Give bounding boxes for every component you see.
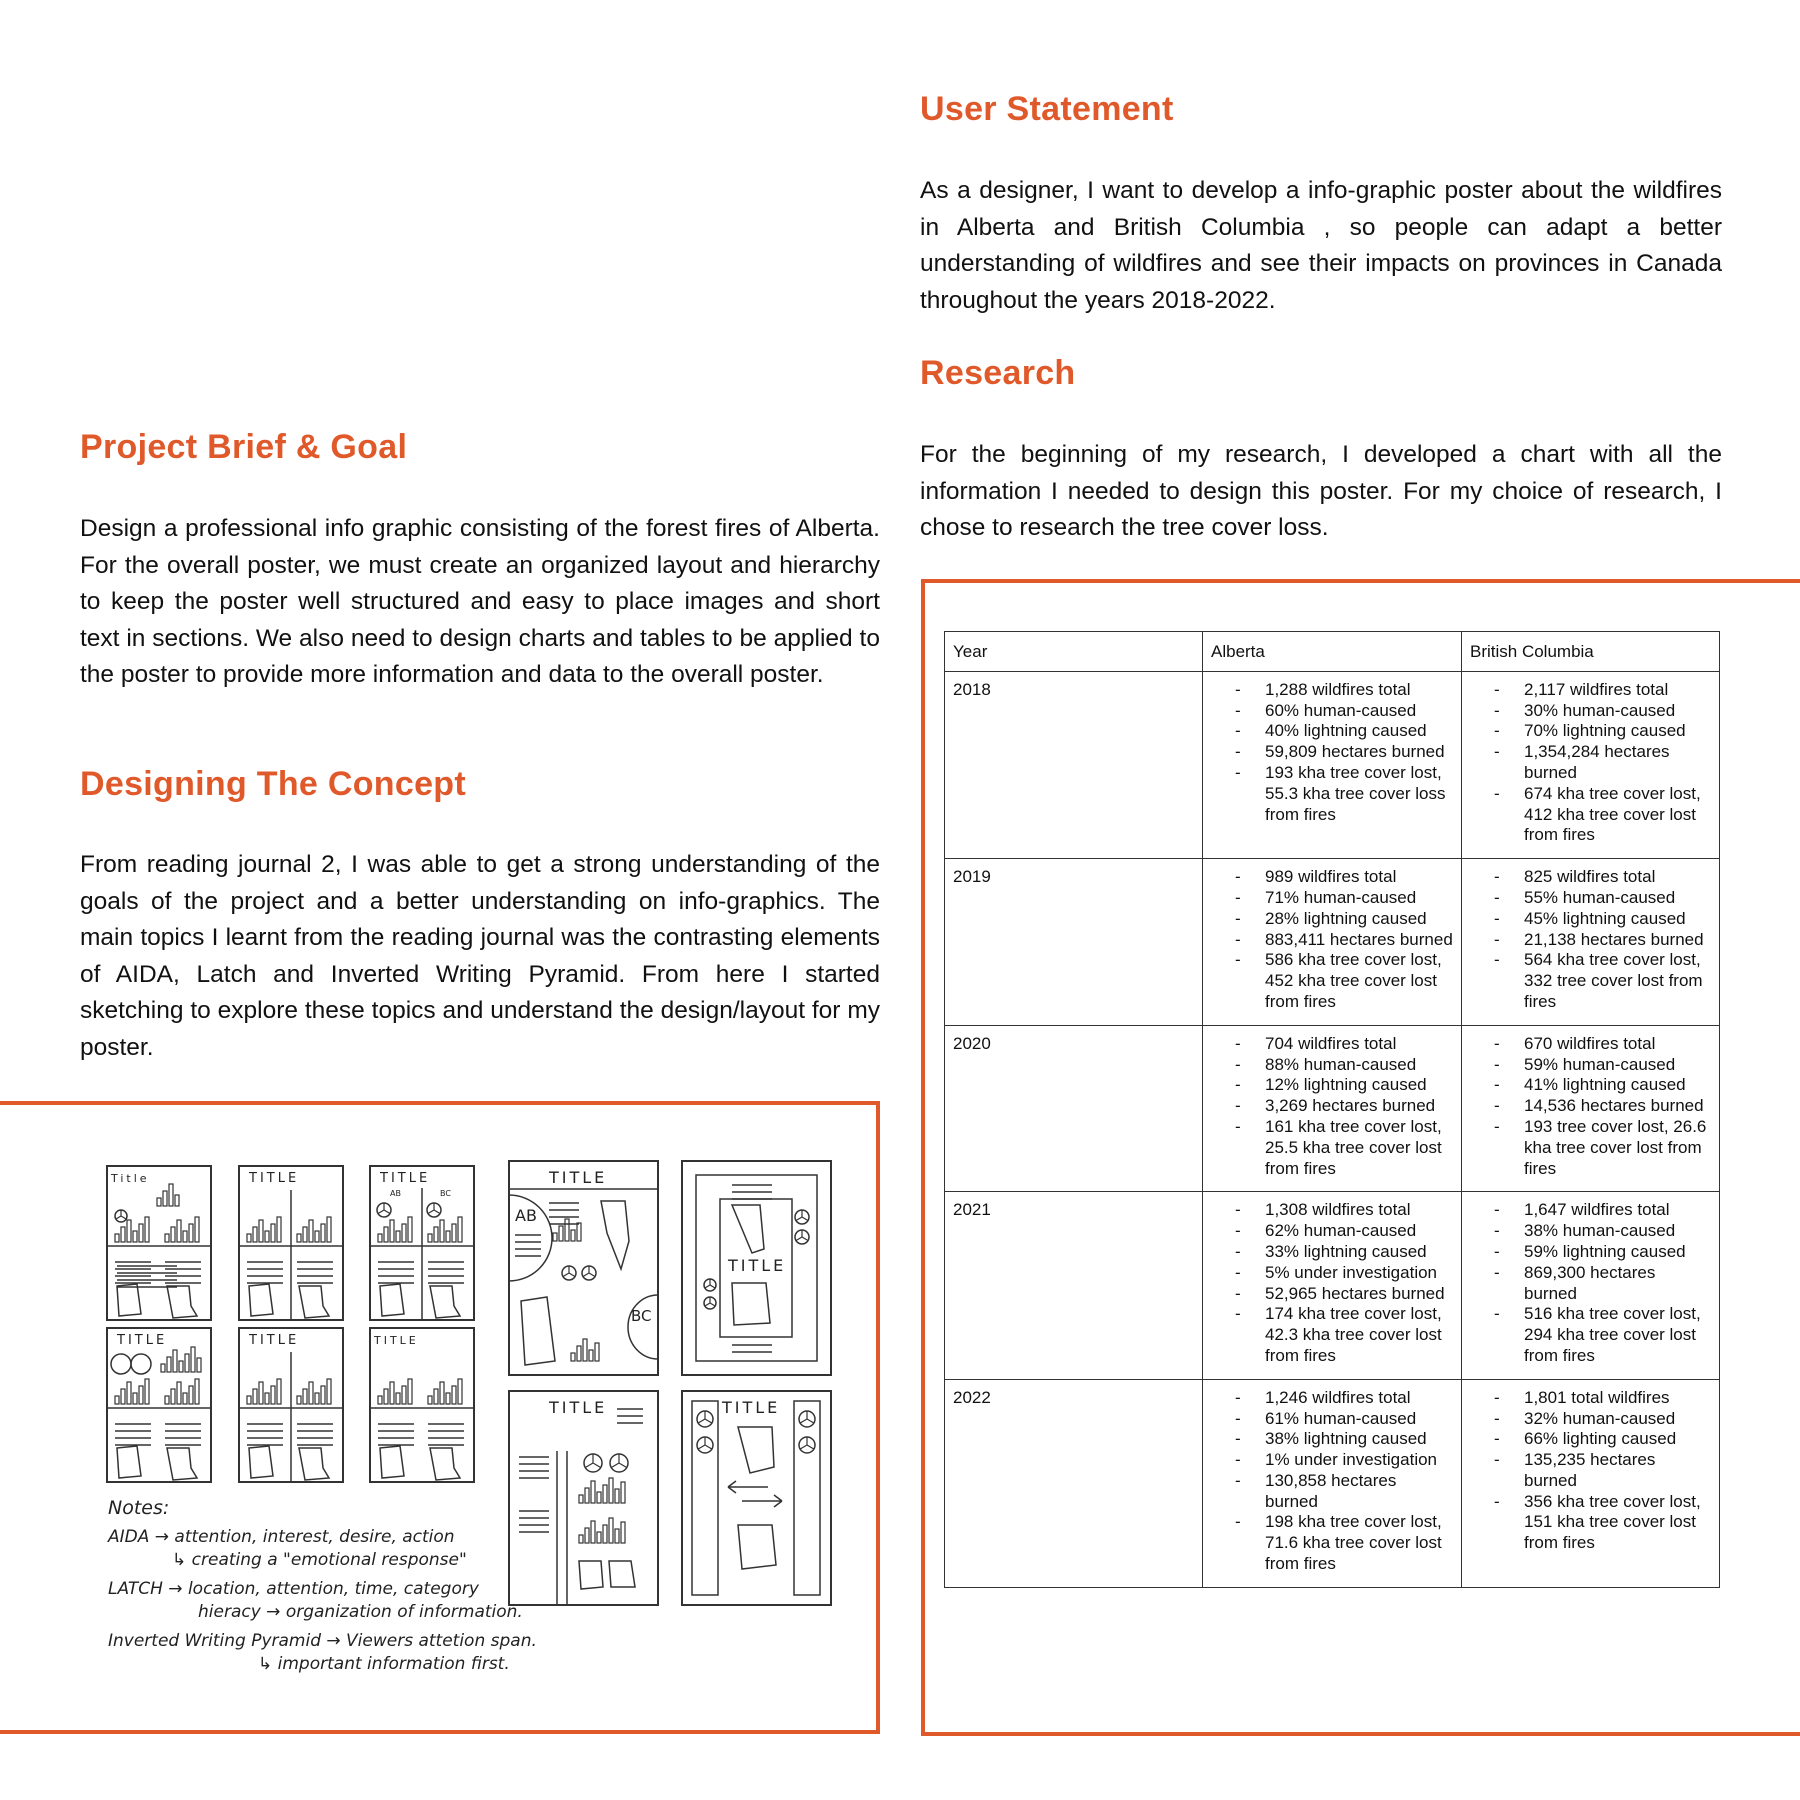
dash-bullet: - xyxy=(1235,867,1241,887)
stat-text: 825 wildfires total xyxy=(1524,867,1656,887)
bar-sketch xyxy=(440,1220,444,1242)
bar-sketch xyxy=(309,1382,313,1404)
bar-sketch xyxy=(183,1231,187,1242)
dash-bullet: - xyxy=(1235,929,1241,949)
region-circle-sketch xyxy=(628,1295,658,1359)
notes-title: Notes: xyxy=(108,1497,170,1519)
bar-sketch xyxy=(553,1233,557,1241)
dash-bullet: - xyxy=(1494,1033,1500,1053)
bar-sketch xyxy=(177,1382,181,1404)
dash-bullet: - xyxy=(1235,700,1241,720)
bar-sketch xyxy=(277,1379,281,1404)
bar-sketch xyxy=(157,1198,161,1206)
dash-bullet: - xyxy=(1494,867,1500,887)
stat-text: 516 kha tree cover lost, 294 kha tree cover lost from fires xyxy=(1524,1304,1701,1365)
stat-text: 59% lightning caused xyxy=(1524,1241,1686,1261)
province-map-sketch xyxy=(117,1284,141,1316)
stat-text: 869,300 hectares burned xyxy=(1524,1262,1656,1303)
header-bc: British Columbia xyxy=(1462,632,1720,672)
dash-bullet: - xyxy=(1494,783,1500,803)
bar-sketch xyxy=(565,1219,569,1241)
bar-sketch xyxy=(271,1224,275,1242)
bar-sketch xyxy=(253,1227,257,1242)
bar-sketch xyxy=(384,1227,388,1242)
sketch-title: TITLE xyxy=(380,1171,431,1186)
dash-bullet: - xyxy=(1235,679,1241,699)
bar-sketch xyxy=(408,1217,412,1242)
bar-sketch xyxy=(259,1220,263,1242)
bar-sketch xyxy=(133,1231,137,1242)
stat-text: 1,354,284 hectares burned xyxy=(1524,742,1670,782)
province-map-sketch xyxy=(430,1286,460,1318)
stat-text: 704 wildfires total xyxy=(1265,1033,1397,1053)
circle-sketch xyxy=(131,1354,151,1374)
dash-bullet: - xyxy=(1235,1241,1241,1261)
bar-sketch xyxy=(621,1522,625,1543)
stat-text: 60% human-caused xyxy=(1265,700,1417,720)
dash-bullet: - xyxy=(1235,1116,1241,1136)
concept-body: From reading journal 2, I was able to get a strong understanding of the goals of the project and a better understanding on info-graphics. The main topics I learnt from the reading journal was the contrasting elements of AIDA, Latch and Inverted Writing Pyramid. From here I started sketching to explore these topics and understand the design/layout for my poster. xyxy=(80,851,880,1061)
sketch-title: Title xyxy=(111,1172,150,1185)
stat-text: 1,647 wildfires total xyxy=(1524,1200,1670,1220)
bar-sketch xyxy=(577,1346,581,1361)
bar-sketch xyxy=(327,1217,331,1242)
dash-bullet: - xyxy=(1235,1096,1241,1116)
dash-bullet: - xyxy=(1235,1200,1241,1220)
stat-text: 1,246 wildfires total xyxy=(1265,1387,1411,1407)
sketch-notes xyxy=(108,1494,537,1679)
stat-text: 30% human-caused xyxy=(1524,700,1676,720)
stat-text: 70% lightning caused xyxy=(1524,721,1686,741)
research-heading: Research xyxy=(920,354,1076,392)
bar-sketch xyxy=(189,1224,193,1242)
dash-bullet: - xyxy=(1235,908,1241,928)
bar-sketch xyxy=(139,1386,143,1404)
stat-text: 198 kha tree cover lost, 71.6 kha tree cover lost from fires xyxy=(1265,1512,1442,1574)
sketch-large-poster xyxy=(682,1391,831,1605)
province-map-sketch xyxy=(732,1205,764,1253)
bar-sketch xyxy=(303,1389,307,1404)
bar-sketch xyxy=(247,1396,251,1404)
stat-text: 71% human-caused xyxy=(1265,887,1417,907)
stat-text: 45% lightning caused xyxy=(1524,908,1686,928)
sketch-title: TITLE xyxy=(549,1398,608,1417)
dash-bullet: - xyxy=(1235,1221,1241,1241)
bar-sketch xyxy=(434,1389,438,1404)
bar-sketch xyxy=(396,1393,400,1404)
dash-bullet: - xyxy=(1235,1470,1241,1490)
sketch-title: TITLE xyxy=(728,1256,787,1275)
dash-bullet: - xyxy=(1494,1241,1500,1261)
bar-sketch xyxy=(327,1379,331,1404)
side-column xyxy=(692,1401,718,1595)
dash-bullet: - xyxy=(1494,679,1500,699)
province-map-sketch xyxy=(117,1446,141,1478)
dash-bullet: - xyxy=(1235,950,1241,970)
stat-text: 32% human-caused xyxy=(1524,1408,1676,1428)
sketch-title: TITLE xyxy=(249,1171,300,1186)
bar-sketch xyxy=(595,1343,599,1361)
bar-sketch xyxy=(384,1389,388,1404)
stat-text: 1,801 total wildfires xyxy=(1524,1387,1670,1407)
bar-sketch xyxy=(452,1386,456,1404)
arrow-left-sketch xyxy=(728,1481,768,1493)
bar-sketch xyxy=(585,1528,589,1543)
bar-sketch xyxy=(585,1488,589,1503)
bar-sketch xyxy=(195,1217,199,1242)
stat-text: 41% lightning caused xyxy=(1524,1075,1686,1095)
bar-sketch xyxy=(115,1234,119,1242)
bar-sketch xyxy=(428,1234,432,1242)
sketch-title: TITLE xyxy=(549,1168,608,1187)
bar-sketch xyxy=(145,1379,149,1404)
bar-sketch xyxy=(309,1220,313,1242)
dash-bullet: - xyxy=(1494,908,1500,928)
dash-bullet: - xyxy=(1235,1408,1241,1428)
research-body: For the beginning of my research, I developed a chart with all the information I needed to design this poster. For my choice of research, I chose to research the tree cover loss. xyxy=(920,441,1722,541)
stat-text: 670 wildfires total xyxy=(1524,1033,1656,1053)
province-map-sketch xyxy=(601,1201,629,1269)
stat-text: 61% human-caused xyxy=(1265,1408,1417,1428)
province-map-sketch xyxy=(738,1525,776,1569)
note-pyramid-sub: ↳ important information first. xyxy=(258,1654,510,1674)
bar-sketch xyxy=(167,1357,171,1372)
note-aida: AIDA → attention, interest, desire, action xyxy=(108,1527,455,1547)
bar-sketch xyxy=(571,1230,575,1241)
bar-sketch xyxy=(597,1532,601,1543)
bar-sketch xyxy=(189,1386,193,1404)
concept-heading: Designing The Concept xyxy=(80,765,466,803)
dash-bullet: - xyxy=(1494,1429,1500,1449)
dash-bullet: - xyxy=(1235,742,1241,762)
bar-sketch xyxy=(321,1386,325,1404)
sketch-small-poster xyxy=(107,1166,211,1320)
dash-bullet: - xyxy=(1494,1304,1500,1324)
bar-sketch xyxy=(175,1195,179,1206)
dash-bullet: - xyxy=(1235,1429,1241,1449)
stat-text: 38% human-caused xyxy=(1524,1221,1676,1241)
dash-bullet: - xyxy=(1494,1200,1500,1220)
sketch-title: TITLE xyxy=(117,1333,168,1348)
bar-sketch xyxy=(615,1489,619,1503)
stat-text: 989 wildfires total xyxy=(1265,867,1397,887)
dash-bullet: - xyxy=(1235,1262,1241,1282)
arrow-right-sketch xyxy=(742,1495,782,1507)
bar-sketch xyxy=(615,1529,619,1543)
stat-text: 59% human-caused xyxy=(1524,1054,1676,1074)
dash-bullet: - xyxy=(1494,887,1500,907)
dash-bullet: - xyxy=(1235,1033,1241,1053)
stat-text: 66% lighting caused xyxy=(1524,1429,1677,1449)
stat-text: 586 kha tree cover lost, 452 kha tree cover lost from fires xyxy=(1265,950,1442,1011)
stat-text: 88% human-caused xyxy=(1265,1054,1417,1074)
dash-bullet: - xyxy=(1494,1387,1500,1407)
dash-bullet: - xyxy=(1494,1116,1500,1136)
bar-sketch xyxy=(315,1231,319,1242)
stat-text: 174 kha tree cover lost, 42.3 kha tree cover lost from fires xyxy=(1265,1304,1442,1365)
stat-text: 3,269 hectares burned xyxy=(1265,1096,1436,1116)
province-map-sketch xyxy=(167,1286,197,1318)
bar-sketch xyxy=(609,1478,613,1503)
dash-bullet: - xyxy=(1494,742,1500,762)
bar-sketch xyxy=(161,1364,165,1372)
bar-sketch xyxy=(597,1492,601,1503)
dash-bullet: - xyxy=(1494,1408,1500,1428)
stat-text: 130,858 hectares burned xyxy=(1265,1470,1397,1511)
bar-sketch xyxy=(591,1481,595,1503)
dash-bullet: - xyxy=(1235,1054,1241,1074)
stat-text: 12% lightning caused xyxy=(1265,1075,1427,1095)
sketch-region-label: AB xyxy=(390,1189,401,1198)
stat-text: 62% human-caused xyxy=(1265,1221,1417,1241)
stat-text: 193 kha tree cover lost, 55.3 kha tree cover loss from fires xyxy=(1265,762,1446,824)
dash-bullet: - xyxy=(1235,1075,1241,1095)
bar-sketch xyxy=(559,1226,563,1241)
sketch-region-label: BC xyxy=(440,1189,451,1198)
bar-sketch xyxy=(402,1224,406,1242)
project-brief-heading: Project Brief & Goal xyxy=(80,428,408,466)
province-map-sketch xyxy=(299,1286,329,1318)
stat-text: 1,288 wildfires total xyxy=(1265,679,1411,699)
bar-sketch xyxy=(197,1358,201,1372)
bar-sketch xyxy=(179,1361,183,1372)
dash-bullet: - xyxy=(1235,1304,1241,1324)
province-map-sketch xyxy=(521,1297,555,1365)
bar-sketch xyxy=(452,1224,456,1242)
dash-bullet: - xyxy=(1494,1096,1500,1116)
bar-sketch xyxy=(579,1495,583,1503)
bar-sketch xyxy=(115,1396,119,1404)
dash-bullet: - xyxy=(1494,700,1500,720)
dash-bullet: - xyxy=(1235,1512,1241,1532)
bar-sketch xyxy=(434,1227,438,1242)
sketch-small-poster xyxy=(370,1328,474,1482)
bar-sketch xyxy=(169,1184,173,1206)
bar-sketch xyxy=(303,1227,307,1242)
stat-text: 21,138 hectares burned xyxy=(1524,929,1704,949)
bar-sketch xyxy=(621,1482,625,1503)
dash-bullet: - xyxy=(1235,1450,1241,1470)
stat-text: 135,235 hectares burned xyxy=(1524,1450,1656,1490)
stat-text: 161 kha tree cover lost, 25.5 kha tree cover lost from fires xyxy=(1265,1116,1442,1178)
stat-text: 1,308 wildfires total xyxy=(1265,1200,1411,1220)
bar-sketch xyxy=(271,1386,275,1404)
sketch-region-label: BC xyxy=(631,1307,652,1325)
province-map-sketch xyxy=(609,1561,635,1587)
note-latch: LATCH → location, attention, time, category xyxy=(108,1579,479,1599)
sketch-title: TITLE xyxy=(374,1334,419,1347)
province-map-sketch xyxy=(167,1448,197,1480)
bar-sketch xyxy=(163,1191,167,1206)
year-cell: 2022 xyxy=(945,1379,1203,1587)
dash-bullet: - xyxy=(1494,1054,1500,1074)
dash-bullet: - xyxy=(1494,950,1500,970)
bar-sketch xyxy=(127,1382,131,1404)
province-map-sketch xyxy=(380,1446,404,1478)
bar-sketch xyxy=(571,1353,575,1361)
stat-text: 28% lightning caused xyxy=(1265,908,1427,928)
dash-bullet: - xyxy=(1494,1262,1500,1282)
province-map-sketch xyxy=(299,1448,329,1480)
bar-sketch xyxy=(408,1379,412,1404)
bar-sketch xyxy=(133,1393,137,1404)
bar-sketch xyxy=(121,1389,125,1404)
year-cell: 2018 xyxy=(945,671,1203,858)
bar-sketch xyxy=(402,1386,406,1404)
bar-sketch xyxy=(191,1347,195,1372)
stat-text: 1% under investigation xyxy=(1265,1450,1438,1470)
bar-sketch xyxy=(165,1396,169,1404)
side-column xyxy=(794,1401,820,1595)
project-brief-body: Design a professional info graphic consisting of the forest fires of Alberta. For the overall poster, we must create an organized layout and hierarchy to keep the poster well structured and easy to place images and short text in sections. We also need to design charts and tables to be applied to the poster to provide more information and data to the overall poster. xyxy=(80,515,880,688)
note-pyramid: Inverted Writing Pyramid → Viewers attetion span. xyxy=(108,1631,537,1651)
bar-sketch xyxy=(609,1518,613,1543)
stat-text: 59,809 hectares burned xyxy=(1265,742,1445,762)
bar-sketch xyxy=(390,1220,394,1242)
sketch-region-label: AB xyxy=(515,1206,537,1225)
stat-text: 193 tree cover lost, 26.6 kha tree cover lost from fires xyxy=(1524,1116,1707,1178)
bar-sketch xyxy=(165,1234,169,1242)
province-map-sketch xyxy=(579,1561,603,1589)
dash-bullet: - xyxy=(1235,721,1241,741)
bar-sketch xyxy=(177,1220,181,1242)
dash-bullet: - xyxy=(1494,1221,1500,1241)
note-aida-sub: ↳ creating a "emotional response" xyxy=(172,1550,467,1570)
bar-sketch xyxy=(591,1521,595,1543)
bar-sketch xyxy=(440,1382,444,1404)
bar-sketch xyxy=(378,1234,382,1242)
bar-sketch xyxy=(446,1231,450,1242)
bar-sketch xyxy=(247,1234,251,1242)
dash-bullet: - xyxy=(1494,1450,1500,1470)
bar-sketch xyxy=(458,1217,462,1242)
province-map-sketch xyxy=(249,1284,273,1316)
bar-sketch xyxy=(297,1396,301,1404)
bar-sketch xyxy=(579,1535,583,1543)
bar-sketch xyxy=(171,1227,175,1242)
province-map-sketch xyxy=(430,1448,460,1480)
year-cell: 2019 xyxy=(945,859,1203,1026)
bar-sketch xyxy=(603,1485,607,1503)
sketch-title: TITLE xyxy=(249,1333,300,1348)
bar-sketch xyxy=(127,1220,131,1242)
stat-text: 55% human-caused xyxy=(1524,887,1676,907)
bar-sketch xyxy=(321,1224,325,1242)
bar-sketch xyxy=(297,1234,301,1242)
dash-bullet: - xyxy=(1494,721,1500,741)
stat-text: 356 kha tree cover lost, 151 kha tree cover lost from fires xyxy=(1524,1491,1701,1553)
bar-sketch xyxy=(195,1379,199,1404)
province-map-sketch xyxy=(380,1284,404,1316)
stat-text: 883,411 hectares burned xyxy=(1265,929,1453,949)
province-map-sketch xyxy=(738,1427,774,1473)
province-map-sketch xyxy=(732,1283,770,1325)
stat-text: 40% lightning caused xyxy=(1265,721,1427,741)
circle-sketch xyxy=(111,1354,131,1374)
note-latch-sub: hieracy → organization of information. xyxy=(198,1602,523,1622)
bar-sketch xyxy=(185,1354,189,1372)
bar-sketch xyxy=(253,1389,257,1404)
province-map-sketch xyxy=(249,1446,273,1478)
bar-sketch xyxy=(183,1393,187,1404)
bar-sketch xyxy=(277,1217,281,1242)
bar-sketch xyxy=(171,1389,175,1404)
bar-sketch xyxy=(378,1396,382,1404)
dash-bullet: - xyxy=(1494,1491,1500,1511)
dash-bullet: - xyxy=(1235,1387,1241,1407)
dash-bullet: - xyxy=(1235,762,1241,782)
dash-bullet: - xyxy=(1494,1075,1500,1095)
dash-bullet: - xyxy=(1494,929,1500,949)
bar-sketch xyxy=(446,1393,450,1404)
bar-sketch xyxy=(315,1393,319,1404)
dash-bullet: - xyxy=(1235,887,1241,907)
sketch-title: TITLE xyxy=(722,1398,781,1417)
stat-text: 14,536 hectares burned xyxy=(1524,1096,1704,1116)
bar-sketch xyxy=(145,1217,149,1242)
bar-sketch xyxy=(428,1396,432,1404)
stat-text: 564 kha tree cover lost, 332 tree cover lost from fires xyxy=(1524,950,1703,1011)
bar-sketch xyxy=(458,1379,462,1404)
bar-sketch xyxy=(583,1339,587,1361)
user-statement-heading: User Statement xyxy=(920,90,1174,128)
stat-text: 674 kha tree cover lost, 412 kha tree cover lost from fires xyxy=(1524,783,1701,845)
header-alberta: Alberta xyxy=(1203,632,1462,672)
user-statement-body: As a designer, I want to develop a info-graphic poster about the wildfires in Alberta and British Columbia , so people can adapt a better understanding of wildfires and see their impacts on provinces in Canada throughout the years 2018-2022. xyxy=(920,177,1722,314)
bar-sketch xyxy=(173,1350,177,1372)
stat-text: 52,965 hectares burned xyxy=(1265,1283,1445,1303)
bar-sketch xyxy=(139,1224,143,1242)
stat-text: 2,117 wildfires total xyxy=(1524,679,1669,699)
year-cell: 2021 xyxy=(945,1192,1203,1379)
bar-sketch xyxy=(121,1227,125,1242)
header-year: Year xyxy=(945,632,1203,672)
stat-text: 38% lightning caused xyxy=(1265,1429,1427,1449)
bar-sketch xyxy=(577,1223,581,1241)
bar-sketch xyxy=(259,1382,263,1404)
dash-bullet: - xyxy=(1235,1283,1241,1303)
stat-text: 33% lightning caused xyxy=(1265,1241,1427,1261)
year-cell: 2020 xyxy=(945,1025,1203,1192)
stat-text: 5% under investigation xyxy=(1265,1262,1438,1282)
bar-sketch xyxy=(265,1393,269,1404)
bar-sketch xyxy=(390,1382,394,1404)
bar-sketch xyxy=(603,1525,607,1543)
bar-sketch xyxy=(396,1231,400,1242)
bar-sketch xyxy=(589,1350,593,1361)
bar-sketch xyxy=(265,1231,269,1242)
